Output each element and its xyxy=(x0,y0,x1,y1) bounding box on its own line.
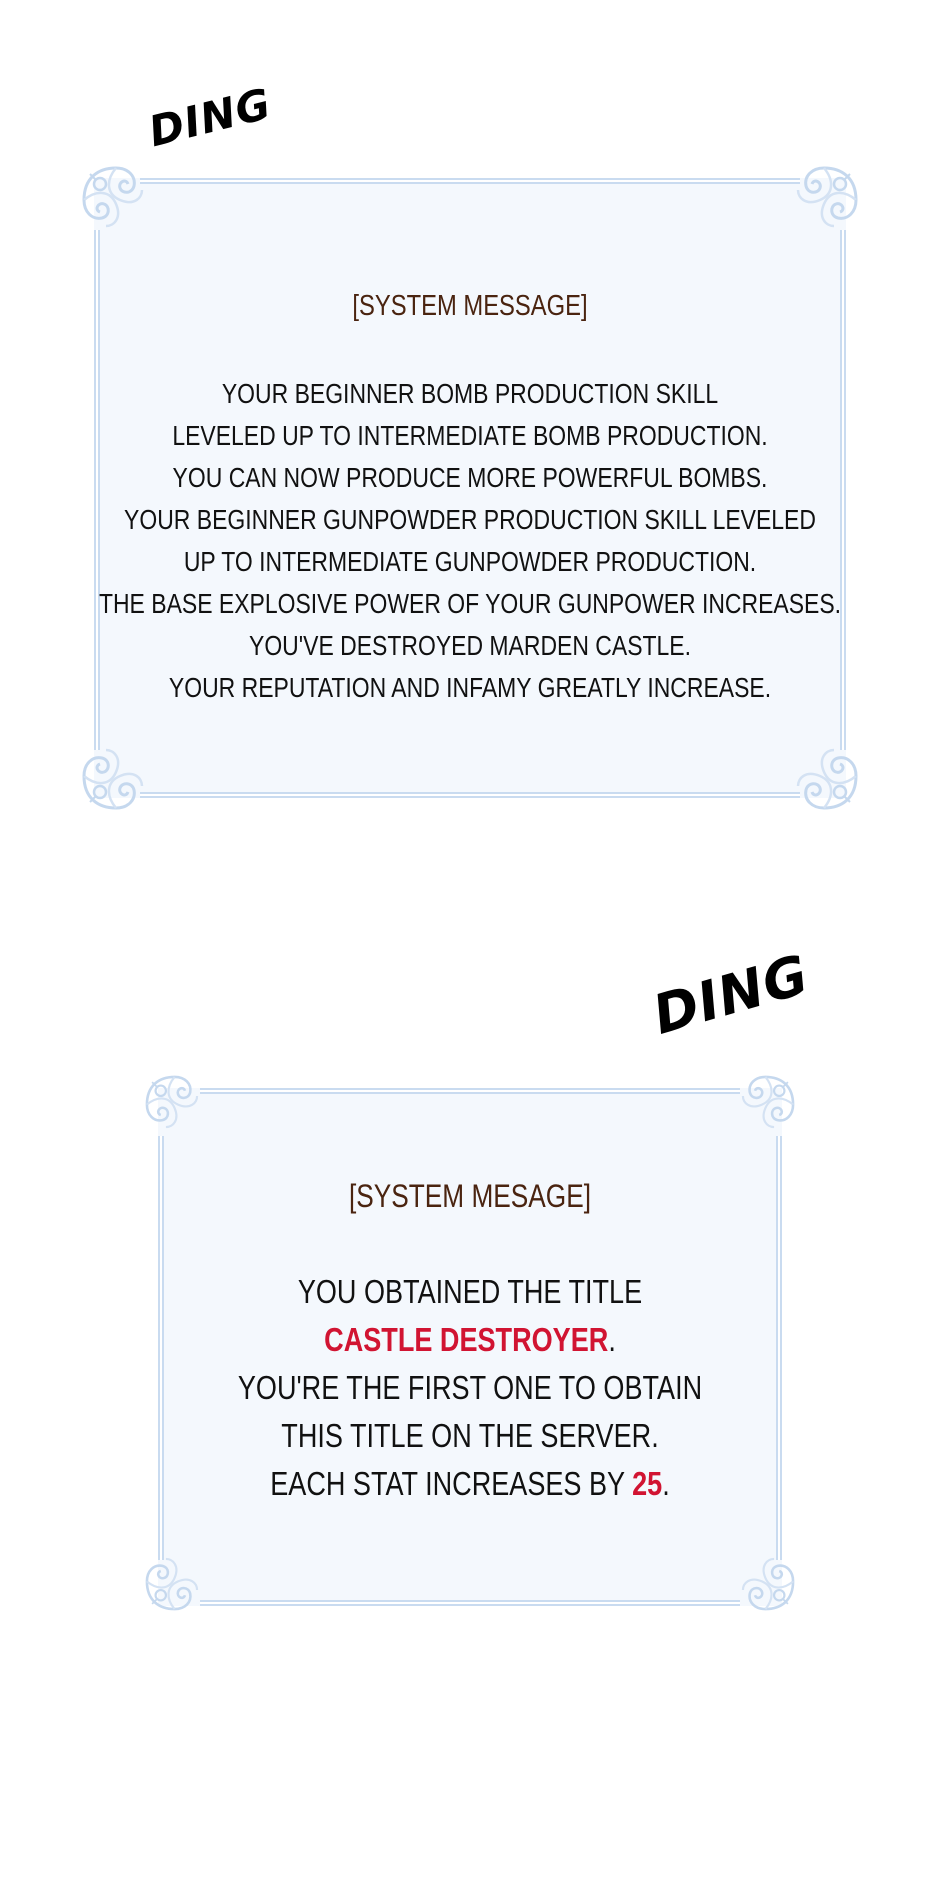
system-message-body xyxy=(85,373,856,709)
message-line: YOU'RE THE FIRST ONE TO OBTAIN xyxy=(237,1369,703,1406)
system-message-header: [SYSTEM MESSAGE] xyxy=(352,290,588,322)
panel-border-bottom xyxy=(140,792,800,798)
message-line: YOUR REPUTATION AND INFAMY GREATLY INCREASE. xyxy=(168,672,772,703)
stat-value-highlight: 25 xyxy=(632,1465,663,1502)
ornate-corner-icon xyxy=(790,742,864,816)
ornate-corner-icon xyxy=(76,160,150,234)
message-line: THIS TITLE ON THE SERVER. xyxy=(281,1417,659,1454)
ornate-corner-icon xyxy=(736,1070,800,1134)
stat-increase-text: EACH STAT INCREASES BY xyxy=(270,1465,633,1502)
ding-sound-effect: DING xyxy=(646,942,816,1047)
message-line xyxy=(85,1460,856,1508)
system-message-body xyxy=(85,1268,856,1508)
ornate-corner-icon xyxy=(140,1070,204,1134)
message-line: YOUR BEGINNER GUNPOWDER PRODUCTION SKILL LEVELED xyxy=(124,504,816,535)
message-line: YOUR BEGINNER BOMB PRODUCTION SKILL xyxy=(221,378,719,409)
message-line: YOU'VE DESTROYED MARDEN CASTLE. xyxy=(249,630,691,661)
ornate-corner-icon xyxy=(140,1552,204,1616)
ding-sound-effect: DING xyxy=(143,78,277,157)
panel-border-top xyxy=(140,178,800,184)
message-line: THE BASE EXPLOSIVE POWER OF YOUR GUNPOWER INCREASES. xyxy=(98,588,842,619)
ornate-corner-icon xyxy=(790,160,864,234)
message-line: YOU OBTAINED THE TITLE xyxy=(297,1273,643,1310)
panel-border-top xyxy=(200,1088,740,1094)
message-line xyxy=(85,1316,856,1364)
message-line: UP TO INTERMEDIATE GUNPOWDER PRODUCTION. xyxy=(183,546,757,577)
panel-border-bottom xyxy=(200,1600,740,1606)
title-name-highlight: CASTLE DESTROYER xyxy=(324,1321,609,1358)
punctuation: . xyxy=(608,1321,616,1358)
ornate-corner-icon xyxy=(736,1552,800,1616)
ornate-corner-icon xyxy=(76,742,150,816)
system-message-header: [SYSTEM MESAGE] xyxy=(348,1178,592,1214)
message-line: YOU CAN NOW PRODUCE MORE POWERFUL BOMBS. xyxy=(172,462,768,493)
message-line: LEVELED UP TO INTERMEDIATE BOMB PRODUCTION. xyxy=(172,420,768,451)
punctuation: . xyxy=(662,1465,670,1502)
